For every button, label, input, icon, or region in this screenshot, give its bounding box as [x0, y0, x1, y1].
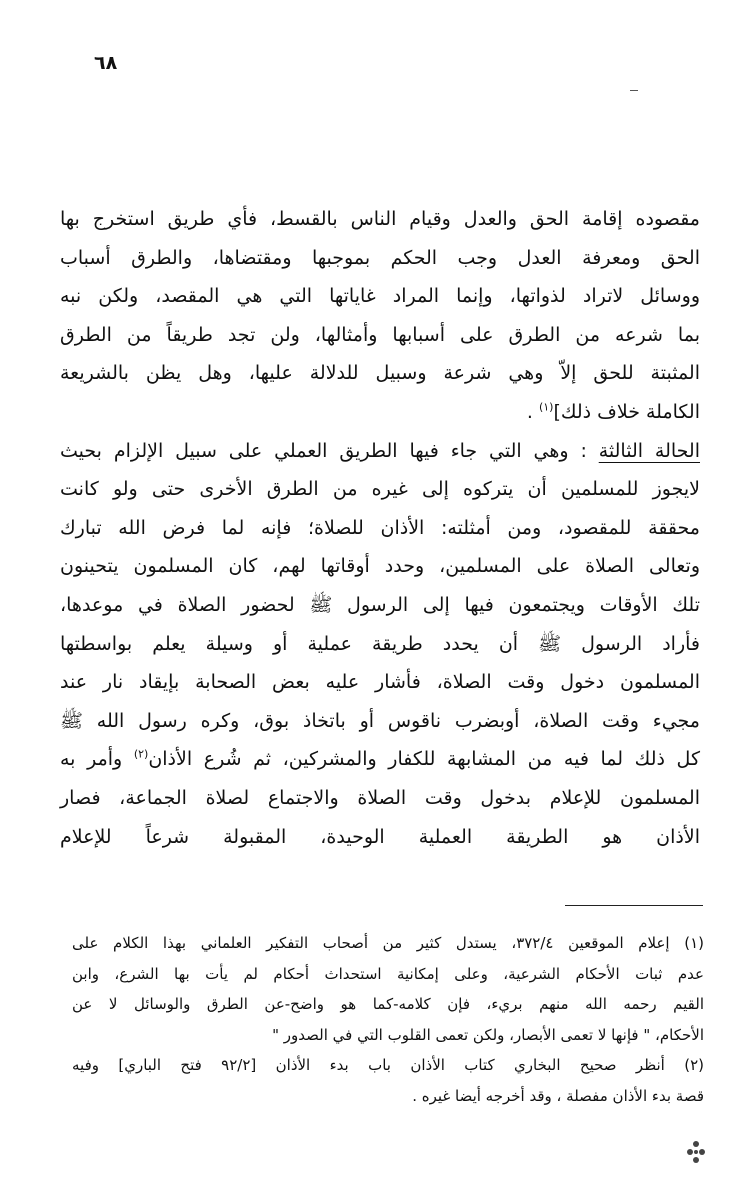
body-line: بما شرعه من الطرق على أسبابها وأمثالها، ولن تجد طريقاً من الطرق — [60, 323, 700, 346]
page-number: ٦٨ — [94, 52, 118, 74]
footnote-line: قصة بدء الأذان مفصلة ، وقد أخرجه أيضا غيره . — [412, 1086, 704, 1105]
footnotes — [72, 928, 704, 1111]
footnote-line: الأحكام، " فإنها لا تعمى الأبصار، ولكن تعمى القلوب التي في الصدور " — [272, 1025, 704, 1044]
body-line — [60, 432, 700, 471]
section-heading: الحالة الثالثة — [598, 439, 700, 462]
body-line-text: : وهي التي جاء فيها الطريق العملي على سبيل الإلزام بحيث — [60, 439, 599, 462]
body-line-text: كل ذلك لما فيه من المشابهة للكفار والمشركين، ثم شُرع الأذان — [148, 748, 700, 771]
footnote-ref-2: (٢) — [133, 747, 149, 761]
footnote-line: عدم ثبات الأحكام الشرعية، وعلى إمكانية استحداث أحكام لم يأت بها الشرع، وابن — [72, 964, 704, 983]
body-line — [60, 393, 700, 432]
body-line: المثبتة للحق إلاّ وهي شرعة وسبيل للدلالة عليها، وهل يظن بالشريعة — [60, 362, 700, 385]
body-line: المسلمون دخول وقت الصلاة، فأشار عليه بعض الصحابة بإيقاد نار عند — [60, 671, 700, 694]
body-line: تلك الأوقات ويجتمعون فيها إلى الرسول ﷺ لحضور الصلاة في موعدها، — [60, 593, 700, 616]
body-line: المسلمون للإعلام بدخول وقت الصلاة والاجتماع لصلاة الجماعة، فصار — [60, 786, 700, 809]
decorative-ornament-icon — [682, 1138, 710, 1166]
body-line: ووسائل لاتراد لذواتها، وإنما المراد غاياتها التي هي المقصد، ولكن نبه — [60, 285, 700, 308]
body-line-text: وأمر به — [60, 748, 134, 771]
footnote-line: (٢) أنظر صحيح البخاري كتاب الأذان باب بدء الأذان [٩٢/٢ فتح الباري] وفيه — [72, 1056, 704, 1074]
body-line: لايجوز للمسلمين أن يتركوه إلى غيره من الطرق الأخرى حتى ولو كانت — [60, 478, 700, 501]
body-line: مقصوده إقامة الحق والعدل وقيام الناس بالقسط، فأي طريق استخرج بها — [60, 208, 700, 230]
body-line-tail: . — [526, 400, 539, 423]
footnote-ref-1: (١) — [538, 400, 554, 414]
body-line: الحق ومعرفة العدل وجب الحكم بموجبها ومقتضاها، والطرق أسباب — [60, 246, 700, 269]
body-line: الأذان هو الطريقة العملية الوحيدة، المقبولة شرعاً للإعلام — [60, 825, 700, 848]
body-line: وتعالى الصلاة على المسلمين، وحدد أوقاتها لهم، كان المسلمون يتحينون — [60, 555, 700, 578]
body-line — [60, 740, 700, 779]
body-line: فأراد الرسول ﷺ أن يحدد طريقة عملية أو وسيلة يعلم بواسطتها — [60, 632, 700, 655]
footnote-line: القيم رحمه الله منهم بريء، فإن كلامه-كما هو واضح-عن الطرق والوسائل لا عن — [72, 995, 704, 1013]
body-text — [60, 200, 700, 856]
footnote-divider — [565, 905, 703, 906]
body-line: مجيء وقت الصلاة، أوبضرب ناقوس أو باتخاذ بوق، وكره رسول الله ﷺ — [60, 709, 700, 732]
scan-mark — [630, 90, 638, 91]
body-line-text: الكاملة خلاف ذلك] — [553, 400, 700, 423]
body-line: محققة للمقصود، ومن أمثلته: الأذان للصلاة؛ فإنه لما فرض الله تبارك — [60, 516, 700, 539]
footnote-line: (١) إعلام الموقعين ٣٧٢/٤، يستدل كثير من أصحاب التفكير العلماني بهذا الكلام على — [72, 934, 704, 952]
